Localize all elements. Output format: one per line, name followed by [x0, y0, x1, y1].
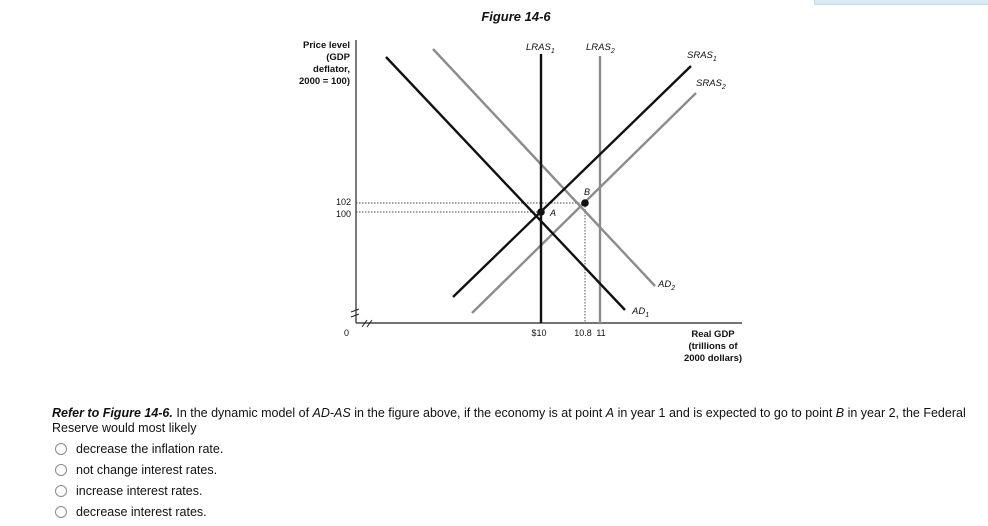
x-tick-10-8: 10.8: [574, 328, 592, 338]
ad1-curve: [386, 57, 625, 310]
lras1-label: $LRAS_1$: [526, 42, 555, 55]
question-point-a: A: [605, 406, 615, 420]
y-axis-label-line-3: deflator,: [313, 64, 350, 75]
question-part-1: In the dynamic model of: [172, 406, 313, 420]
answer-option-2[interactable]: [55, 459, 223, 480]
y-tick-100: 100: [335, 209, 351, 219]
question-part-4: in year 2, the Federal Reserve would most likely: [52, 406, 966, 435]
question-text: [52, 406, 976, 436]
origin-label: 0: [343, 328, 349, 338]
answer-option-4-label[interactable]: decrease interest rates.: [76, 504, 207, 519]
question-point-b: B: [835, 406, 845, 420]
lras2-label: $LRAS_2$: [586, 42, 615, 55]
radio-button[interactable]: [55, 485, 67, 497]
y-axis-break: [351, 309, 359, 317]
figure-title: Figure 14-6: [481, 9, 551, 24]
question-lead: Refer to Figure 14-6.: [52, 406, 173, 420]
radio-button[interactable]: [55, 443, 67, 455]
y-axis-label-line-4: 2000 = 100): [299, 76, 350, 87]
question-model: AD-AS: [312, 406, 351, 420]
point-a-label: A: [550, 208, 557, 218]
answer-option-4[interactable]: [55, 501, 223, 522]
y-axis-label-line-1: Price level: [302, 40, 350, 51]
answer-option-1[interactable]: [55, 438, 223, 459]
question-part-3: in year 1 and is expected to go to point: [614, 406, 836, 420]
point-a-marker: [537, 208, 545, 216]
y-tick-102: 102: [335, 197, 351, 207]
x-tick-11: 11: [596, 328, 606, 338]
x-axis-label: [684, 329, 742, 364]
point-b-label: B: [584, 187, 591, 197]
y-axis-label: [299, 40, 351, 87]
answer-options: [55, 438, 223, 522]
sras1-curve: [453, 66, 691, 297]
ad1-label: $AD_1$: [632, 306, 650, 319]
x-tick-10: $10: [531, 328, 547, 338]
sras1-label: $SRAS_1$: [687, 50, 717, 63]
y-axis-label-line-2: (GDP: [326, 52, 350, 63]
sras2-label: $SRAS_2$: [696, 78, 726, 91]
radio-button[interactable]: [55, 464, 67, 476]
answer-option-1-label[interactable]: decrease the inflation rate.: [76, 441, 224, 456]
ad2-label: $AD_2$: [658, 279, 676, 292]
answer-option-2-label[interactable]: not change interest rates.: [76, 462, 218, 477]
point-b-marker: [581, 199, 589, 207]
answer-option-3-label[interactable]: increase interest rates.: [76, 483, 203, 498]
radio-button[interactable]: [55, 506, 67, 518]
x-axis-label-line-1: Real GDP: [691, 329, 735, 340]
question-part-2: in the figure above, if the economy is at point: [350, 406, 606, 420]
x-axis-label-line-2: (trillions of: [688, 341, 738, 352]
answer-option-3[interactable]: [55, 480, 223, 501]
x-axis-label-line-3: 2000 dollars): [683, 353, 743, 364]
